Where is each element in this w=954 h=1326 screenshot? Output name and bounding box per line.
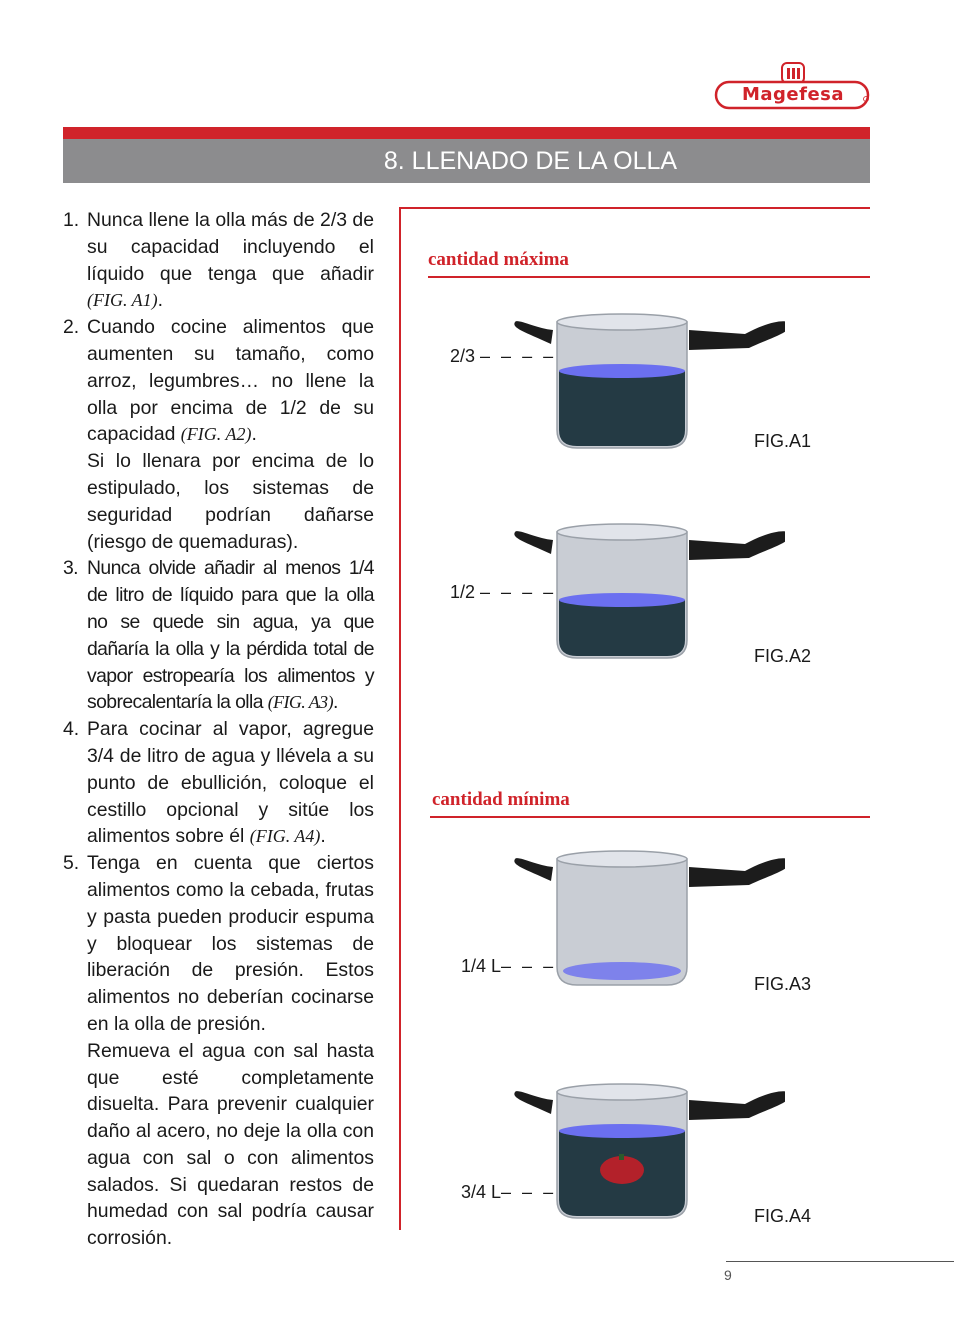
item-text: Para cocinar al vapor, agregue 3/4 de litro de agua y llévela a su punto de ebullición, coloque el cestillo opcional y sitúe los alimentos sobre él xyxy=(87,718,374,848)
pot-handle-left xyxy=(514,531,553,554)
item-text: Nunca olvide añadir al menos 1/4 de litro de líquido para que la olla no se quede sin agua, ya que dañaría la olla y la pérdida total de vapor estropearía los alimentos y sobrecalentaría la olla xyxy=(87,557,374,714)
figure-reference: (FIG. A3) xyxy=(267,692,333,713)
level-label xyxy=(450,346,556,367)
magefesa-logo xyxy=(714,62,872,110)
item-number: 2. xyxy=(63,316,80,339)
water-surface xyxy=(559,593,685,607)
pot-illustration xyxy=(505,300,785,460)
pot-rim xyxy=(557,851,687,867)
level-value: 1/2 xyxy=(450,582,476,602)
pot-water xyxy=(559,600,685,656)
pot-rim xyxy=(557,524,687,540)
figure-reference: (FIG. A4) xyxy=(249,826,321,847)
level-label xyxy=(450,582,556,603)
pepper-stem xyxy=(619,1154,624,1160)
pot-handle-right xyxy=(689,1091,785,1120)
item-note: Remueva el agua con sal hasta que esté completamente disuelta. Para prevenir cualquier daño al acero, no deje la olla con agua con sal o con alimentos salados. Si quedaran restos de humedad con sal podría causar corrosión. xyxy=(87,1039,374,1250)
pot-rim xyxy=(557,314,687,330)
item-text: Cuando cocine alimentos que aumenten su tamaño, como arroz, legumbres… no llene la olla por encima de 1/2 de su capacidad xyxy=(87,316,374,446)
pot-handle-right xyxy=(689,858,785,887)
item-note: Si lo llenara por encima de lo estipulado, los sistemas de seguridad podrían dañarse (riesgo de quemaduras). xyxy=(87,450,374,553)
min-quantity-rule xyxy=(430,816,870,818)
pot-figure-a4 xyxy=(505,1070,785,1230)
figure-reference: (FIG. A2) xyxy=(180,424,252,445)
figure-caption: FIG.A2 xyxy=(754,646,812,666)
water-surface xyxy=(559,1124,685,1138)
pot-illustration xyxy=(505,1070,785,1230)
level-label xyxy=(461,956,556,977)
pot-rim xyxy=(557,1084,687,1100)
item-number: 5. xyxy=(63,852,80,875)
list-item xyxy=(63,207,374,314)
list-item xyxy=(63,716,374,850)
pot-handle-right xyxy=(689,321,785,350)
footer-rule xyxy=(726,1261,954,1262)
level-label xyxy=(461,1182,556,1203)
level-value: 3/4 L xyxy=(461,1182,502,1202)
logo-wordmark: Magefesa xyxy=(741,84,845,105)
list-item xyxy=(63,314,374,555)
figure-caption: FIG.A1 xyxy=(754,431,812,451)
level-value: 2/3 xyxy=(450,346,476,366)
title-accent-bar xyxy=(63,127,870,139)
pepper-icon xyxy=(600,1156,644,1184)
pot-handle-left xyxy=(514,1091,553,1114)
section-title: 8. LLENADO DE LA OLLA xyxy=(383,147,678,175)
panel-divider xyxy=(399,207,401,1230)
level-dashes: – – – xyxy=(501,1182,557,1202)
item-end: . xyxy=(320,825,326,848)
item-text: Tenga en cuenta que ciertos alimentos como la cebada, frutas y pasta pueden producir espuma y bloquear los sistemas de liberación de presión. Estos alimentos no deberían cocinarse en la olla de presión. xyxy=(87,852,374,1035)
max-quantity-label: cantidad máxima xyxy=(428,249,569,270)
item-end: . xyxy=(251,423,257,446)
level-dashes: – – – – xyxy=(480,582,557,602)
min-quantity-label: cantidad mínima xyxy=(432,789,570,810)
pot-handle-right xyxy=(689,531,785,560)
page-number: 9 xyxy=(724,1267,732,1283)
level-dashes: – – – – xyxy=(480,346,557,366)
pot-figure-a1 xyxy=(505,300,785,460)
water-surface xyxy=(563,962,681,980)
pot-handle-left xyxy=(514,321,553,344)
item-text: Nunca llene la olla más de 2/3 de su capacidad incluyendo el líquido que tenga que añadir xyxy=(87,209,374,285)
item-end: . xyxy=(332,691,338,714)
pot-handle-left xyxy=(514,858,553,881)
list-item xyxy=(63,850,374,1252)
item-end: . xyxy=(157,289,164,312)
level-value: 1/4 L xyxy=(461,956,502,976)
water-surface xyxy=(559,364,685,378)
max-quantity-rule xyxy=(428,276,870,278)
section-title-bar xyxy=(63,139,870,183)
level-dashes: – – – xyxy=(501,956,557,976)
figure-reference: (FIG. A1) xyxy=(87,290,158,311)
item-number: 3. xyxy=(63,557,78,580)
figure-caption: FIG.A3 xyxy=(754,974,812,994)
item-number: 1. xyxy=(63,209,80,231)
list-item xyxy=(63,555,374,716)
figure-caption: FIG.A4 xyxy=(754,1206,812,1226)
pot-water xyxy=(559,371,685,446)
panel-top-rule xyxy=(399,207,870,209)
item-number: 4. xyxy=(63,718,80,741)
instructions-list xyxy=(63,207,374,1252)
